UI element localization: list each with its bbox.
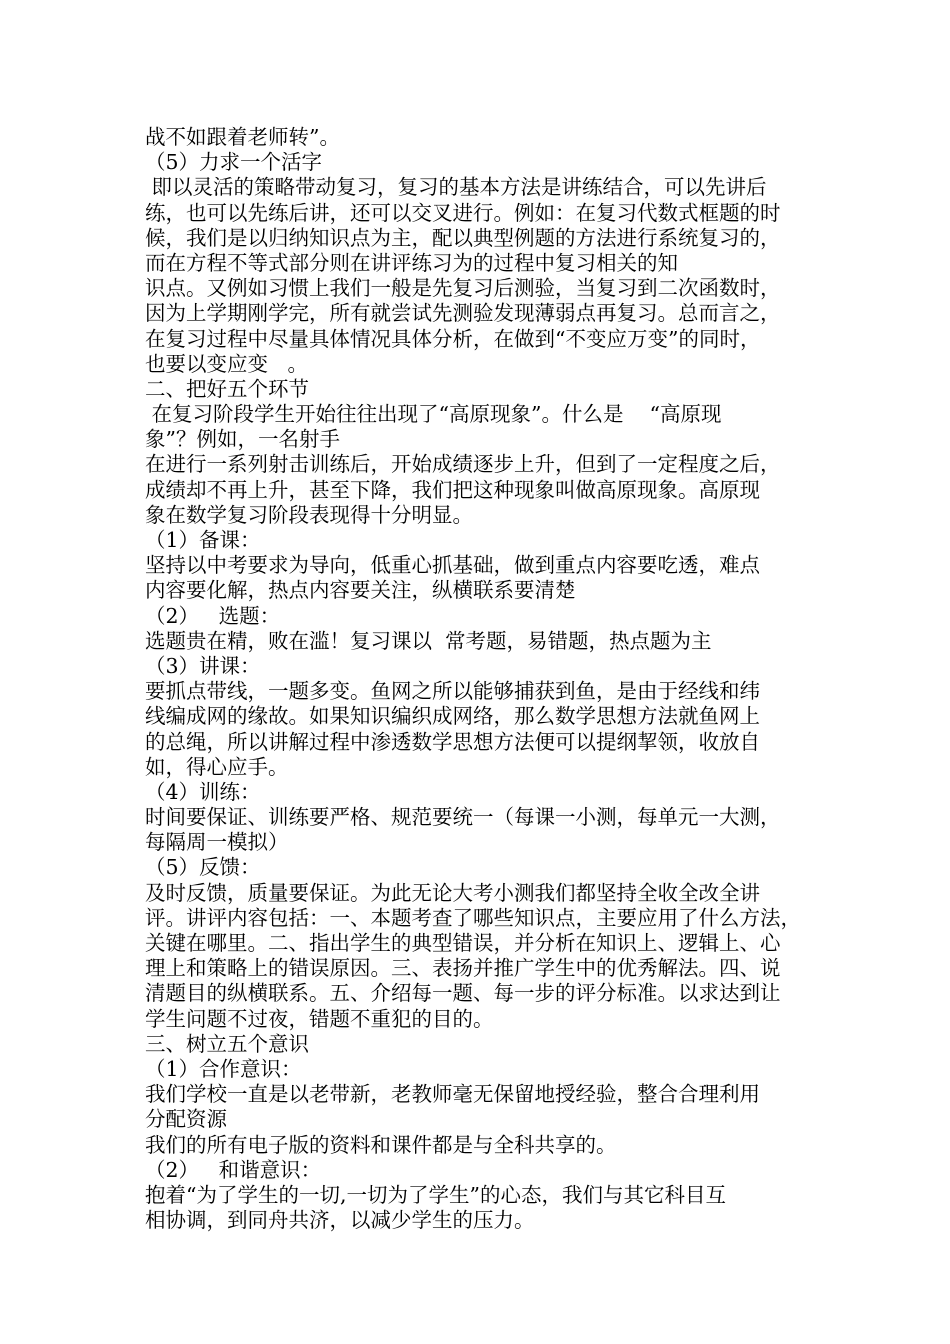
paragraph-line: 我们学校一直是以老带新，老教师毫无保留地授经验，整合合理利用 bbox=[145, 1082, 760, 1107]
paragraph-line: 抱着“为了学生的一切,一切为了学生”的心态，我们与其它科目互 bbox=[145, 1182, 726, 1207]
paragraph-line: 候，我们是以归纳知识点为主，配以典型例题的方法进行系统复习的， bbox=[145, 225, 781, 250]
subsection-heading: （4）训练： bbox=[145, 779, 261, 804]
paragraph-line: 在进行一系列射击训练后，开始成绩逐步上升，但到了一定程度之后， bbox=[145, 452, 781, 477]
subsection-heading: （2） 选题： bbox=[145, 603, 281, 628]
section-heading: 三、树立五个意识 bbox=[145, 1031, 309, 1056]
paragraph-line: 关键在哪里。二、指出学生的典型错误，并分析在知识上、逻辑上、心 bbox=[145, 931, 781, 955]
paragraph-line: 如，得心应手。 bbox=[145, 754, 289, 779]
subsection-heading: （5）力求一个活字 bbox=[145, 150, 323, 175]
subsection-heading: （5）反馈： bbox=[145, 855, 261, 880]
paragraph-line: 相协调，到同舟共济，以减少学生的压力。 bbox=[145, 1208, 535, 1233]
paragraph-line: 时间要保证、训练要严格、规范要统一（每课一小测，每单元一大测， bbox=[145, 805, 781, 830]
paragraph-line: 理上和策略上的错误原因。三、表扬并推广学生中的优秀解法。四、说 bbox=[145, 956, 781, 981]
paragraph-line: 成绩却不再上升，甚至下降，我们把这种现象叫做高原现象。高原现 bbox=[145, 477, 760, 502]
paragraph-line: 要抓点带线，一题多变。鱼网之所以能够捕获到鱼，是由于经线和纬 bbox=[145, 679, 760, 704]
paragraph-line: 清题目的纵横联系。五、介绍每一题、每一步的评分标准。以求达到让 bbox=[145, 981, 781, 1006]
subsection-heading: （2） 和谐意识： bbox=[145, 1157, 322, 1182]
paragraph-line: 在复习过程中尽量具体情况具体分析，在做到“不变应万变”的同时， bbox=[145, 326, 761, 351]
paragraph-line: 内容要化解，热点内容要关注，纵横联系要清楚 bbox=[145, 578, 576, 603]
paragraph-line: 因为上学期刚学完，所有就尝试先测验发现薄弱点再复习。总而言之， bbox=[145, 301, 781, 326]
paragraph-line: 坚持以中考要求为导向，低重心抓基础，做到重点内容要吃透，难点 bbox=[145, 553, 760, 578]
paragraph-line: 的总绳，所以讲解过程中渗透数学思想方法便可以提纲挈领，收放自 bbox=[145, 729, 760, 754]
document-page bbox=[145, 125, 825, 1233]
paragraph-line: 分配资源 bbox=[145, 1107, 227, 1132]
paragraph-line: 选题贵在精，败在滥！复习课以 常考题，易错题，热点题为主 bbox=[145, 628, 712, 653]
paragraph-line: 识点。又例如习惯上我们一般是先复习后测验，当复习到二次函数时， bbox=[145, 276, 781, 301]
paragraph-line: 象”？例如，一名射手 bbox=[145, 427, 340, 452]
subsection-heading: （1）备课： bbox=[145, 528, 261, 552]
paragraph-line: 战不如跟着老师转”。 bbox=[145, 125, 340, 149]
paragraph-line: 评。讲评内容包括：一、本题考查了哪些知识点，主要应用了什么方法， bbox=[145, 905, 801, 930]
paragraph-line: 每隔周一模拟） bbox=[145, 830, 289, 855]
section-heading: 二、把好五个环节 bbox=[145, 376, 309, 401]
paragraph-line: 而在方程不等式部分则在讲评练习为的过程中复习相关的知 bbox=[145, 250, 678, 275]
paragraph-line: 线编成网的缘故。如果知识编织成网络，那么数学思想方法就鱼网上 bbox=[145, 704, 760, 729]
paragraph-line: 象在数学复习阶段表现得十分明显。 bbox=[145, 502, 473, 527]
subsection-heading: （3）讲课： bbox=[145, 653, 261, 678]
subsection-heading: （1）合作意识： bbox=[145, 1056, 302, 1081]
paragraph-line: 也要以变应变 。 bbox=[145, 351, 309, 376]
paragraph-line: 我们的所有电子版的资料和课件都是与全科共享的。 bbox=[145, 1132, 617, 1157]
paragraph-line: 学生问题不过夜，错题不重犯的目的。 bbox=[145, 1006, 494, 1031]
paragraph-line: 及时反馈，质量要保证。为此无论大考小测我们都坚持全收全改全讲 bbox=[145, 880, 760, 905]
paragraph-line: 即以灵活的策略带动复习，复习的基本方法是讲练结合，可以先讲后 bbox=[145, 175, 767, 200]
paragraph-line: 练，也可以先练后讲，还可以交叉进行。例如：在复习代数式框题的时 bbox=[145, 200, 781, 225]
paragraph-line: 在复习阶段学生开始往往出现了“高原现象”。什么是 “高原现 bbox=[145, 402, 722, 427]
